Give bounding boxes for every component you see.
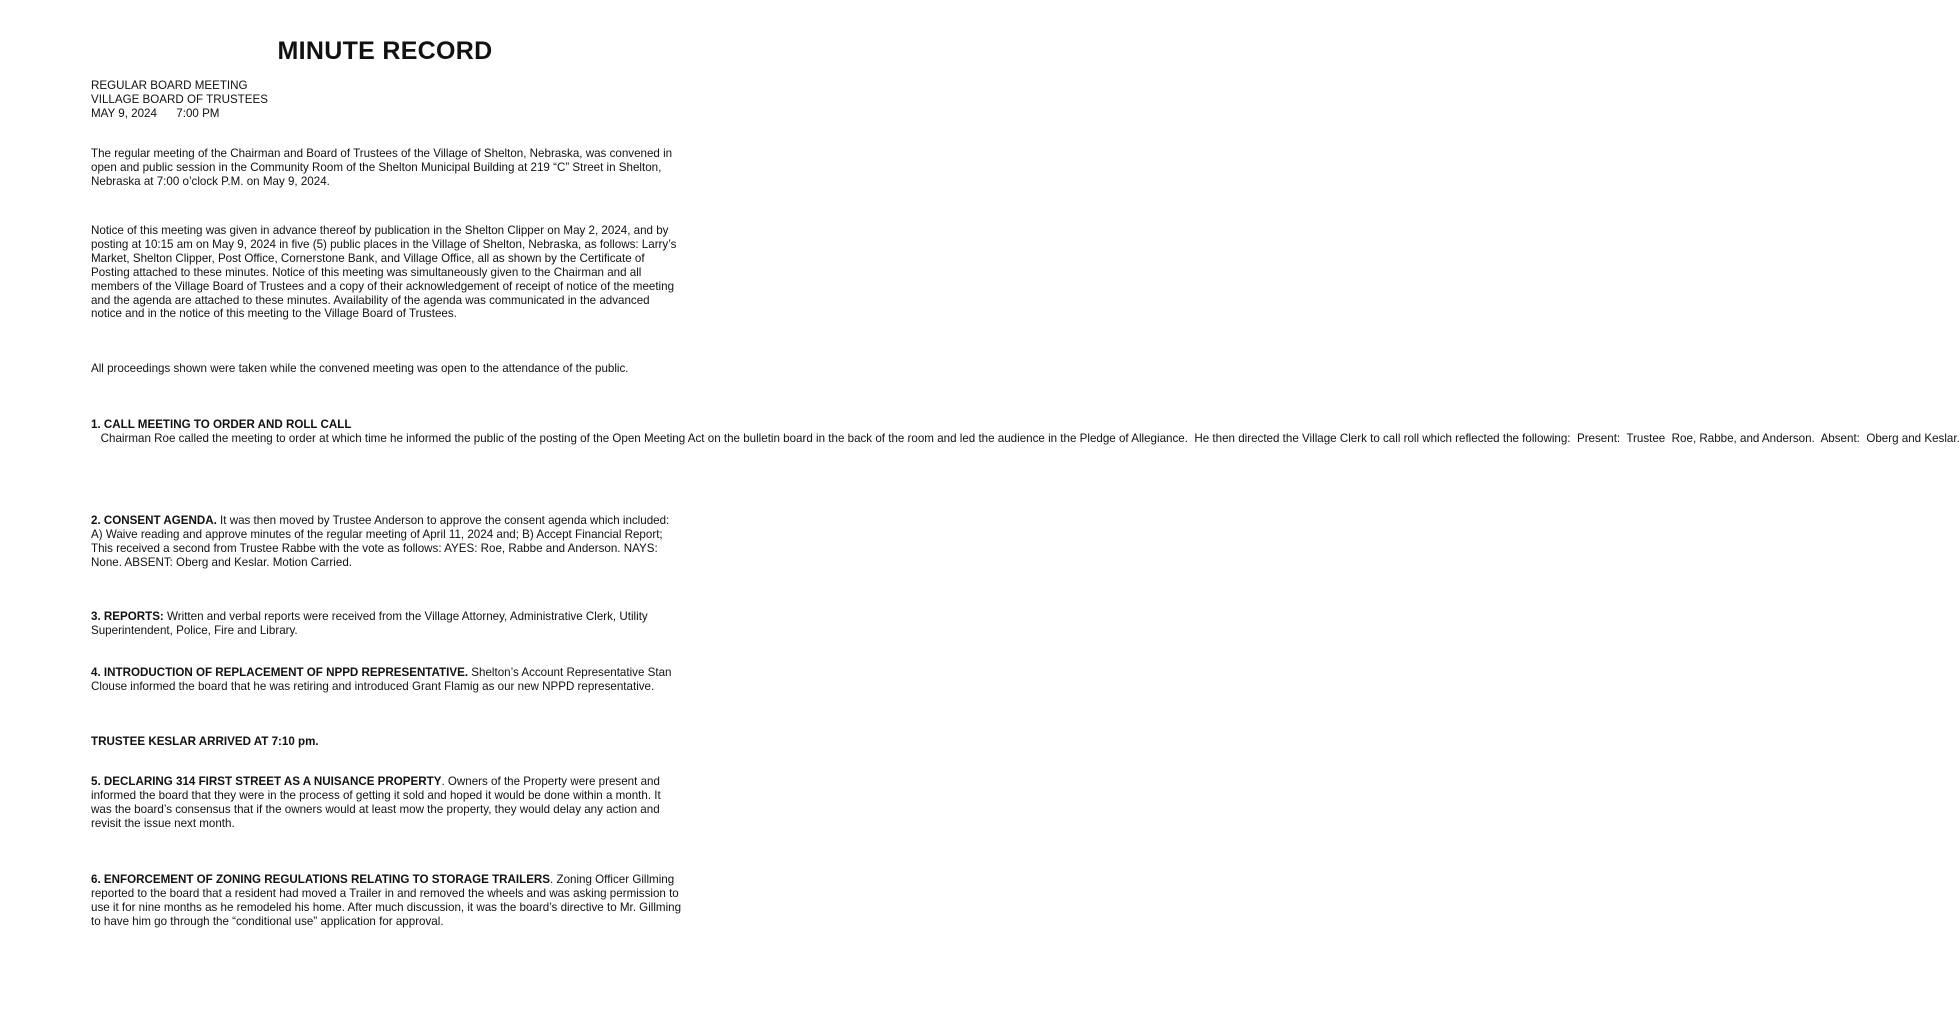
intro-paragraph-convened: The regular meeting of the Chairman and Board of Trustees of the Village of Shelton, Nebraska, was convened in open and public session in the Community Room of the Shelton Municipal Building at 219 “C” Street in Shelton, Nebraska at 7:00 o’clock P.M. on May 9, 2024. xyxy=(91,147,673,188)
intro-paragraph-proceedings: All proceedings shown were taken while the convened meeting was open to the attendance of the public. xyxy=(91,362,629,375)
page-title: MINUTE RECORD xyxy=(277,37,493,65)
meeting-header xyxy=(91,79,691,121)
agenda-item-5-body: . Owners of the Property were present and informed the board that they were in the process of getting it sold and hoped it would be done within a month. It was the board’s consensus that if the owners would at least mow the property, they would delay any action and revisit the issue next month. xyxy=(91,775,661,830)
intro-paragraph-notice: Notice of this meeting was given in advance thereof by publication in the Shelton Clipper on May 2, 2024, and by posting at 10:15 am on May 9, 2024 in five (5) public places in the Village of Shelton, Nebraska, as follows: Larry’s Market, Shelton Clipper, Post Office, Cornerstone Bank, and Village Office, all as shown by the Certificate of Posting attached to these minutes. Notice of this meeting was simultaneously given to the Chairman and all members of the Village Board of Trustees and a copy of their acknowledgement of receipt of notice of the meeting and the agenda are attached to these minutes. Availability of the agenda was communicated in the advanced notice and in the notice of this meeting to the Village Board of Trustees. xyxy=(91,224,677,321)
agenda-item-2-body: It was then moved by Trustee Anderson to approve the consent agenda which included: A) Waive reading and approve minutes of the regular meeting of April 11, 2024 and; B) Accept Financial Report; This received a second from Trustee Rabbe with the vote as follows: AYES: Roe, Rabbe and Anderson. NAYS: None. ABSENT: Oberg and Keslar. Motion Carried. xyxy=(91,514,670,569)
agenda-item-3-body: Written and verbal reports were received from the Village Attorney, Administrative Clerk, Utility Superintendent, Police, Fire and Library. xyxy=(91,610,648,637)
agenda-item-6-body: . Zoning Officer Gillming reported to the board that a resident had moved a Trailer in and removed the wheels and was asking permission to use it for nine months as he remodeled his home. After much discussion, it was the board’s directive to Mr. Gillming to have him go through the “conditional use” application for approval. xyxy=(91,873,682,928)
meeting-date-time: MAY 9, 2024 7:00 PM xyxy=(91,106,220,120)
agenda-item-6-heading: 6. ENFORCEMENT OF ZONING REGULATIONS RELATING TO STORAGE TRAILERS xyxy=(91,873,551,886)
meeting-type: REGULAR BOARD MEETING xyxy=(91,79,248,92)
agenda-item-5-heading: 5. DECLARING 314 FIRST STREET AS A NUISANCE PROPERTY xyxy=(91,775,442,788)
agenda-item-4-body: Shelton’s Account Representative Stan Clouse informed the board that he was retiring and introduced Grant Flamig as our new NPPD representative. xyxy=(91,666,672,693)
trustee-arrival-note: TRUSTEE KESLAR ARRIVED AT 7:10 pm. xyxy=(91,735,319,748)
agenda-item-4-heading: 4. INTRODUCTION OF REPLACEMENT OF NPPD REPRESENTATIVE. xyxy=(91,666,469,679)
agenda-item-4 xyxy=(91,666,683,694)
agenda-item-2 xyxy=(91,514,683,570)
agenda-item-3 xyxy=(91,610,683,638)
agenda-item-5 xyxy=(91,775,683,831)
agenda-item-1 xyxy=(91,418,1960,446)
agenda-item-6 xyxy=(91,873,683,929)
agenda-item-1-heading: 1. CALL MEETING TO ORDER AND ROLL CALL xyxy=(91,418,352,431)
board-name: VILLAGE BOARD OF TRUSTEES xyxy=(91,92,268,106)
agenda-item-3-heading: 3. REPORTS: xyxy=(91,610,164,623)
agenda-item-1-body: Chairman Roe called the meeting to order at which time he informed the public of the posting of the Open Meeting Act on the bulletin board in the back of the room and led the audience in the Pledge of Allegiance. He then directed the Village Clerk to call roll which reflected the following: Present: Trustee Roe, Rabbe, and Anderson. Absent: Oberg and Keslar. xyxy=(91,431,1960,445)
agenda-item-2-heading: 2. CONSENT AGENDA. xyxy=(91,514,217,527)
